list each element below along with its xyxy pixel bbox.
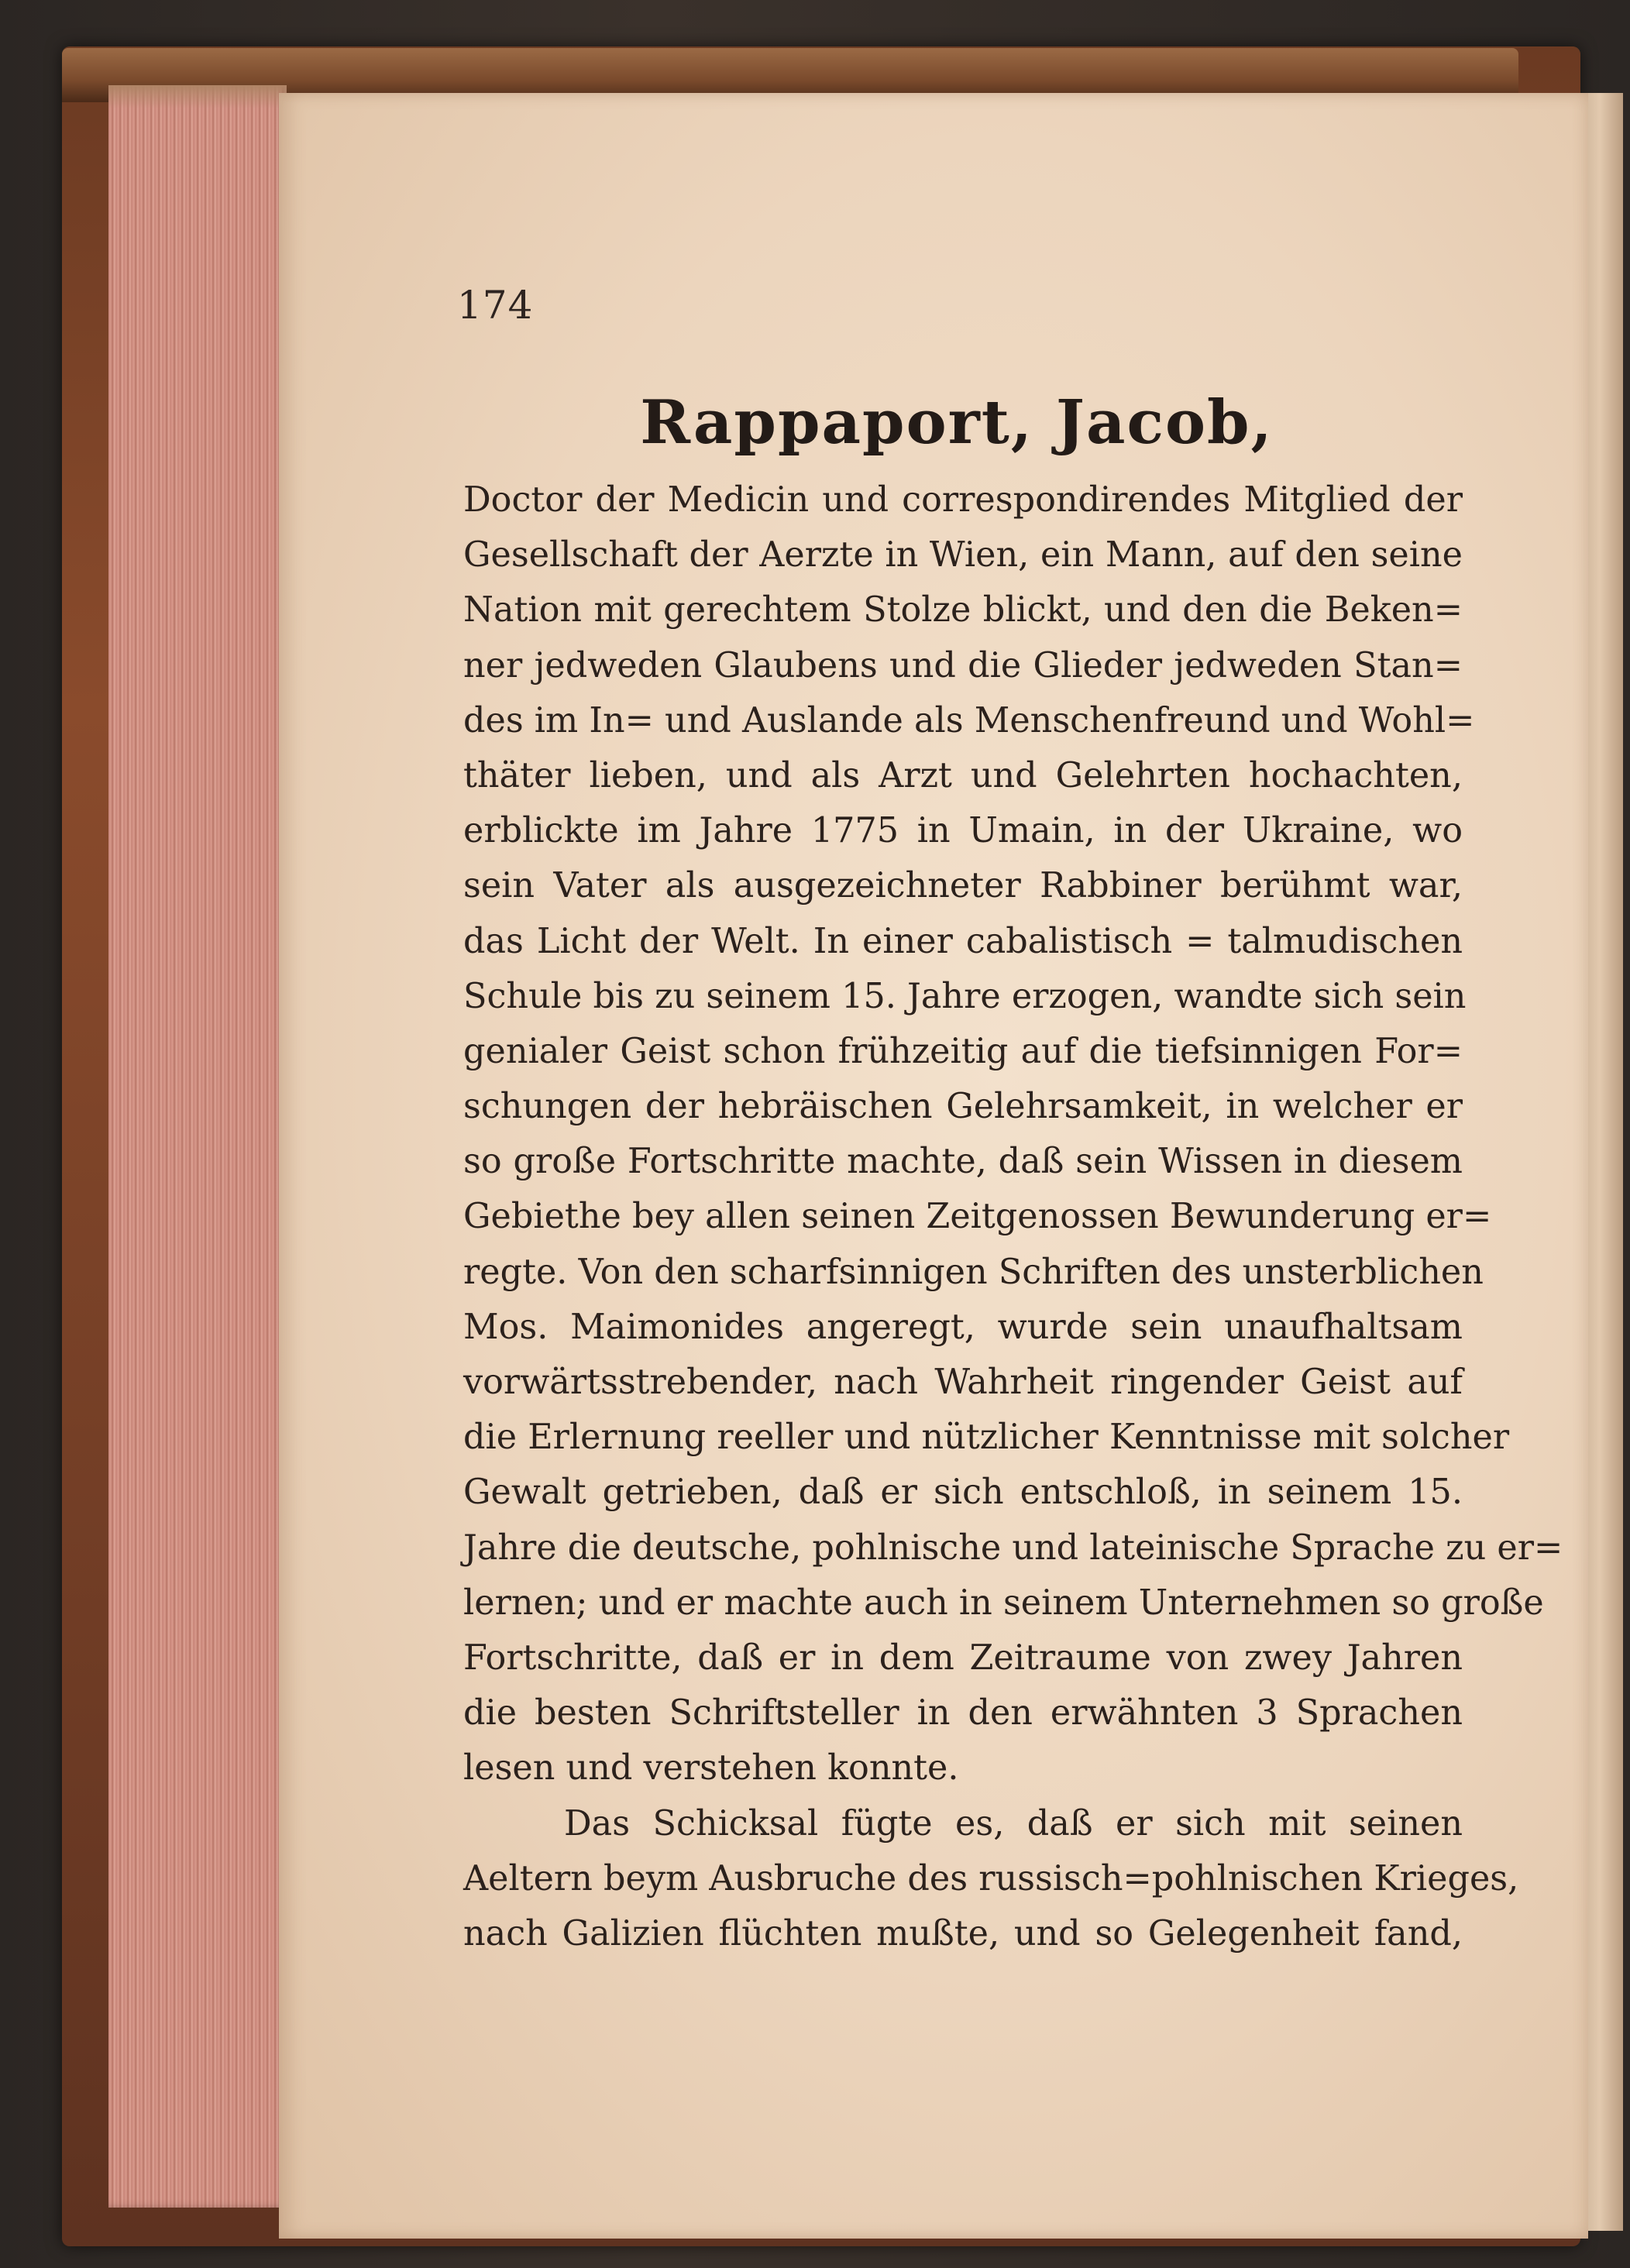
text-line: Gewalt getrieben, daß er sich entschloß, in seinem 15. (463, 1472, 1463, 1513)
text-line: ner jedweden Glaubens und die Glieder jedweden Stan= (463, 645, 1463, 686)
text-line: das Licht der Welt. In einer cabalistisch = talmudischen (463, 921, 1463, 961)
text-line: nach Galizien flüchten mußte, und so Gelegenheit fand, (463, 1913, 1463, 1954)
text-line: thäter lieben, und als Arzt und Gelehrten hochachten, (463, 755, 1463, 796)
body-text (463, 472, 1563, 1961)
text-line: genialer Geist schon frühzeitig auf die tiefsinnigen For= (463, 1031, 1463, 1071)
text-line: Jahre die deutsche, pohlnische und lateinische Sprache zu er= (463, 1527, 1563, 1568)
text-line: lesen und verstehen konnte. (463, 1748, 959, 1789)
text-line: so große Fortschritte machte, daß sein Wissen in diesem (463, 1142, 1463, 1182)
text-line: sein Vater als ausgezeichneter Rabbiner berühmt war, (463, 866, 1463, 906)
text-line: Mos. Maimonides angeregt, wurde sein unaufhaltsam (463, 1307, 1463, 1347)
page-number: 174 (457, 283, 534, 328)
text-line: Schule bis zu seinem 15. Jahre erzogen, wandte sich sein (463, 976, 1467, 1016)
text-line: regte. Von den scharfsinnigen Schriften des unsterblichen (463, 1252, 1484, 1292)
text-line: Gebiethe bey allen seinen Zeitgenossen Bewunderung er= (463, 1197, 1492, 1237)
text-line: Gesellschaft der Aerzte in Wien, ein Mann, auf den seine (463, 535, 1463, 576)
text-line: Aeltern beym Ausbruche des russisch=pohlnischen Krieges, (463, 1858, 1519, 1899)
text-line: erblickte im Jahre 1775 in Umain, in der Ukraine, wo (463, 811, 1463, 851)
text-line: des im In= und Auslande als Menschenfreund und Wohl= (463, 700, 1475, 741)
text-line: Das Schicksal fügte es, daß er sich mit seinen (564, 1803, 1463, 1844)
text-line: die besten Schriftsteller in den erwähnten 3 Sprachen (463, 1693, 1463, 1734)
text-line: vorwärtsstrebender, nach Wahrheit ringender Geist auf (463, 1363, 1463, 1402)
text-line: Doctor der Medicin und correspondirendes Mitglied der (463, 480, 1463, 520)
text-line: die Erlernung reeller und nützlicher Kenntnisse mit solcher (463, 1418, 1510, 1458)
text-line: schungen der hebräischen Gelehrsamkeit, in welcher er (463, 1087, 1463, 1127)
page-edges (108, 85, 287, 2208)
text-line: Fortschritte, daß er in dem Zeitraume von zwey Jahren (463, 1637, 1463, 1678)
entry-heading: Rappaport, Jacob, (640, 387, 1274, 458)
text-line: lernen; und er machte auch in seinem Unternehmen so große (463, 1582, 1544, 1623)
text-line: Nation mit gerechtem Stolze blickt, und den die Beken= (463, 590, 1463, 631)
